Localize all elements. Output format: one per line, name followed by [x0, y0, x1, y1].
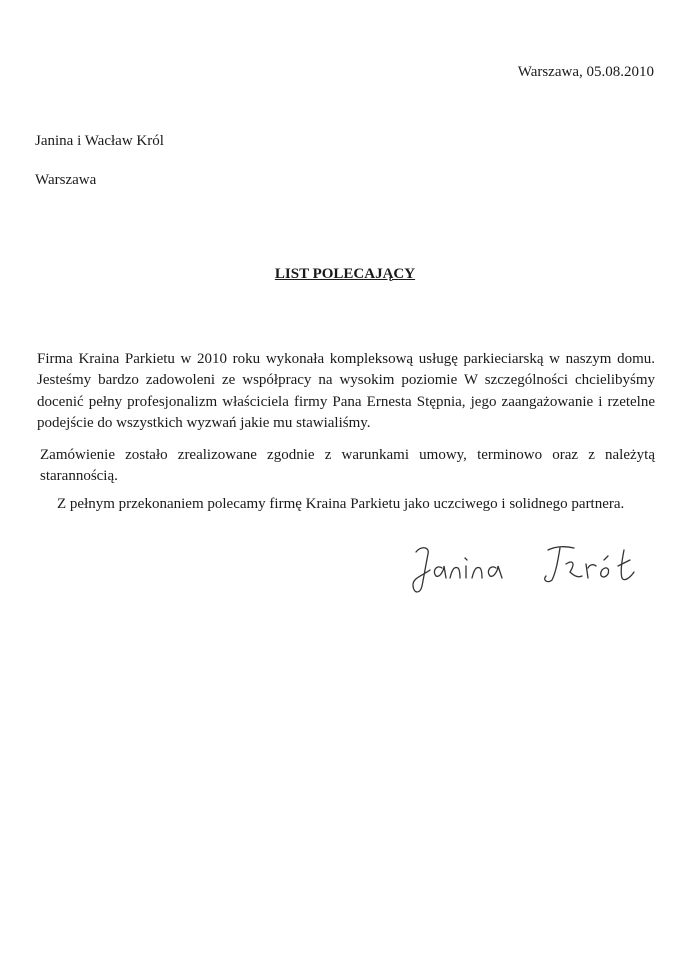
paragraph-3: Z pełnym przekonaniem polecamy firmę Kraina Parkietu jako uczciwego i solidnego partnera. [57, 496, 625, 512]
paragraph-line: Zamówienie zostało zrealizowane zgodnie z warunkami umowy, terminowo oraz z należytą [40, 447, 655, 463]
paragraph-line: podejście do wszystkich wyzwań jakie mu stawialiśmy. [37, 415, 371, 431]
paragraph-line: Jesteśmy bardzo zadowoleni ze współpracy na wysokim poziomie W szczególności chcielibyśmy [37, 372, 655, 388]
signature [380, 520, 660, 610]
paragraph-line: Firma Kraina Parkietu w 2010 roku wykonała kompleksową usługę parkieciarską w naszym domu. [37, 351, 655, 367]
recipient-name: Janina i Wacław Król [35, 133, 164, 149]
place-date: Warszawa, 05.08.2010 [517, 64, 654, 80]
paragraph-line: starannością. [40, 468, 118, 484]
letter-title: LIST POLECAJĄCY [274, 266, 416, 282]
paragraph-line: docenić pełny profesjonalizm właściciela firmy Pana Ernesta Stępnia, jego zaangażowanie i rzetelne [37, 394, 655, 410]
recipient-city: Warszawa [35, 172, 97, 188]
